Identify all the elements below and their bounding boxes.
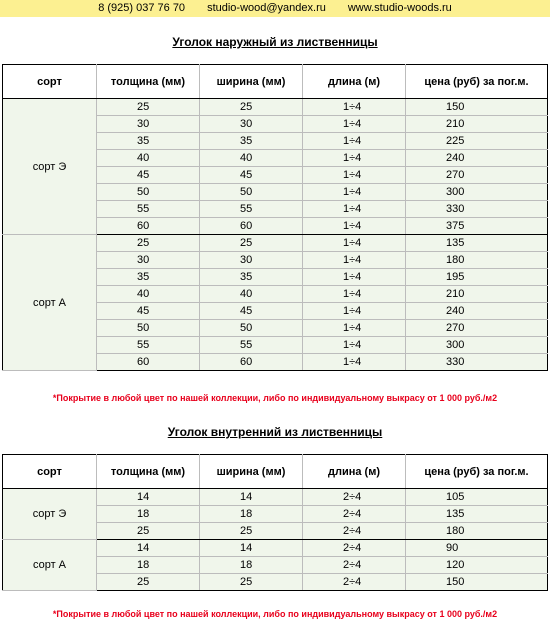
thickness-cell: 40	[97, 150, 200, 167]
length-cell: 2÷4	[303, 540, 406, 557]
thickness-cell: 18	[97, 557, 200, 574]
length-cell: 2÷4	[303, 574, 406, 591]
length-cell: 1÷4	[303, 354, 406, 371]
price-cell: 300	[406, 337, 548, 354]
price-cell: 300	[406, 184, 548, 201]
price-cell: 120	[406, 557, 548, 574]
thickness-cell: 35	[97, 269, 200, 286]
sort-grade-cell: сорт А	[3, 540, 97, 591]
width-cell: 40	[200, 286, 303, 303]
thickness-cell: 14	[97, 540, 200, 557]
sort-grade-cell: сорт Э	[3, 99, 97, 235]
price-cell: 135	[406, 506, 548, 523]
column-header-length: длина (м)	[303, 455, 406, 489]
width-cell: 60	[200, 218, 303, 235]
contact-bar	[0, 0, 550, 17]
width-cell: 50	[200, 320, 303, 337]
inner-corner-title: Уголок внутренний из лиственницы	[167, 425, 383, 439]
column-header-price: цена (руб) за пог.м.	[406, 455, 548, 489]
price-cell: 180	[406, 252, 548, 269]
price-cell: 195	[406, 269, 548, 286]
width-cell: 25	[200, 235, 303, 252]
price-cell: 90	[406, 540, 548, 557]
thickness-cell: 30	[97, 116, 200, 133]
width-cell: 25	[200, 523, 303, 540]
length-cell: 1÷4	[303, 252, 406, 269]
table-row	[3, 99, 548, 116]
thickness-cell: 30	[97, 252, 200, 269]
thickness-cell: 60	[97, 354, 200, 371]
width-cell: 55	[200, 201, 303, 218]
width-cell: 14	[200, 540, 303, 557]
column-header-width: ширина (мм)	[200, 65, 303, 99]
column-header-length: длина (м)	[303, 65, 406, 99]
length-cell: 1÷4	[303, 320, 406, 337]
width-cell: 14	[200, 489, 303, 506]
width-cell: 25	[200, 99, 303, 116]
price-cell: 330	[406, 201, 548, 218]
column-header-thickness: толщина (мм)	[97, 455, 200, 489]
price-cell: 150	[406, 99, 548, 116]
length-cell: 1÷4	[303, 235, 406, 252]
inner-coating-note: *Покрытие в любой цвет по нашей коллекции, либо по индивидуальному выкрасу от 1 000 руб./м2	[52, 609, 498, 619]
length-cell: 1÷4	[303, 269, 406, 286]
outer-corner-price-table	[2, 64, 548, 371]
price-cell: 150	[406, 574, 548, 591]
table-row	[3, 235, 548, 252]
length-cell: 1÷4	[303, 286, 406, 303]
length-cell: 1÷4	[303, 337, 406, 354]
length-cell: 1÷4	[303, 303, 406, 320]
thickness-cell: 55	[97, 337, 200, 354]
column-header-sort: сорт	[3, 65, 97, 99]
website-link[interactable]: www.studio-woods.ru	[347, 2, 452, 14]
thickness-cell: 60	[97, 218, 200, 235]
thickness-cell: 40	[97, 286, 200, 303]
price-cell: 270	[406, 320, 548, 337]
table-row	[3, 540, 548, 557]
phone-number: 8 (925) 037 76 70	[98, 2, 186, 14]
sort-grade-cell: сорт Э	[3, 489, 97, 540]
thickness-cell: 14	[97, 489, 200, 506]
width-cell: 50	[200, 184, 303, 201]
length-cell: 1÷4	[303, 99, 406, 116]
price-cell: 270	[406, 167, 548, 184]
column-header-thickness: толщина (мм)	[97, 65, 200, 99]
price-cell: 210	[406, 116, 548, 133]
width-cell: 25	[200, 574, 303, 591]
column-header-price: цена (руб) за пог.м.	[406, 65, 548, 99]
length-cell: 1÷4	[303, 201, 406, 218]
price-cell: 210	[406, 286, 548, 303]
price-cell: 225	[406, 133, 548, 150]
length-cell: 2÷4	[303, 523, 406, 540]
thickness-cell: 25	[97, 523, 200, 540]
price-cell: 240	[406, 303, 548, 320]
width-cell: 45	[200, 167, 303, 184]
thickness-cell: 25	[97, 99, 200, 116]
width-cell: 55	[200, 337, 303, 354]
outer-coating-note: *Покрытие в любой цвет по нашей коллекции, либо по индивидуальному выкрасу от 1 000 руб./м2	[52, 393, 498, 403]
column-header-sort: сорт	[3, 455, 97, 489]
length-cell: 2÷4	[303, 506, 406, 523]
table-row	[3, 489, 548, 506]
length-cell: 1÷4	[303, 133, 406, 150]
width-cell: 40	[200, 150, 303, 167]
thickness-cell: 18	[97, 506, 200, 523]
thickness-cell: 50	[97, 320, 200, 337]
sort-grade-cell: сорт А	[3, 235, 97, 371]
column-header-width: ширина (мм)	[200, 455, 303, 489]
length-cell: 2÷4	[303, 557, 406, 574]
price-cell: 135	[406, 235, 548, 252]
thickness-cell: 55	[97, 201, 200, 218]
thickness-cell: 35	[97, 133, 200, 150]
thickness-cell: 50	[97, 184, 200, 201]
width-cell: 45	[200, 303, 303, 320]
length-cell: 1÷4	[303, 116, 406, 133]
length-cell: 2÷4	[303, 489, 406, 506]
width-cell: 60	[200, 354, 303, 371]
thickness-cell: 45	[97, 303, 200, 320]
width-cell: 30	[200, 252, 303, 269]
inner-corner-price-table	[2, 454, 548, 591]
email-link[interactable]: studio-wood@yandex.ru	[207, 2, 326, 14]
length-cell: 1÷4	[303, 218, 406, 235]
width-cell: 35	[200, 133, 303, 150]
width-cell: 18	[200, 506, 303, 523]
width-cell: 30	[200, 116, 303, 133]
length-cell: 1÷4	[303, 184, 406, 201]
thickness-cell: 45	[97, 167, 200, 184]
width-cell: 18	[200, 557, 303, 574]
thickness-cell: 25	[97, 235, 200, 252]
price-cell: 105	[406, 489, 548, 506]
length-cell: 1÷4	[303, 150, 406, 167]
price-cell: 330	[406, 354, 548, 371]
thickness-cell: 25	[97, 574, 200, 591]
price-cell: 375	[406, 218, 548, 235]
outer-corner-title: Уголок наружный из лиственницы	[172, 35, 378, 49]
length-cell: 1÷4	[303, 167, 406, 184]
price-cell: 240	[406, 150, 548, 167]
price-cell: 180	[406, 523, 548, 540]
width-cell: 35	[200, 269, 303, 286]
